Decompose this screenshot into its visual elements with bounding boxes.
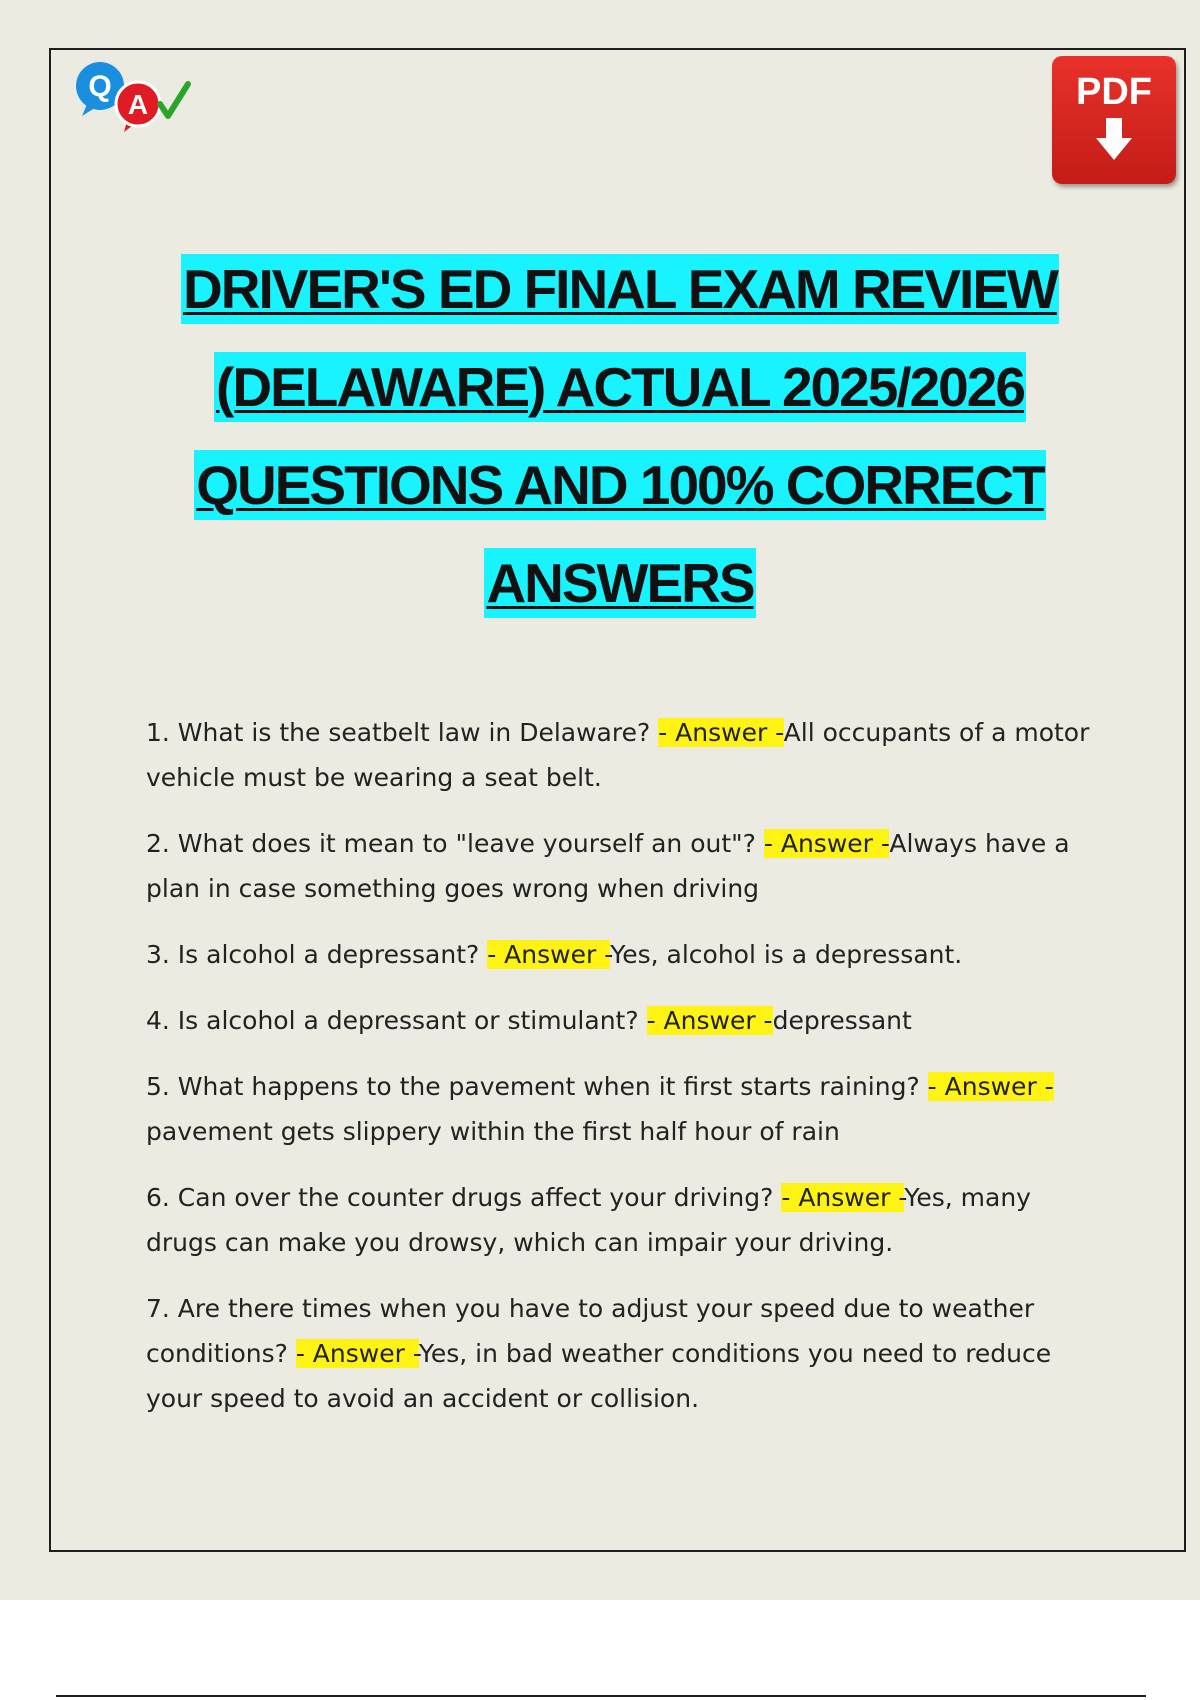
qa-item-1 [146,710,1106,800]
qa-item-5 [146,1064,1106,1154]
qa-item-2 [146,821,1106,911]
answer-tag: - Answer - [927,1072,1054,1101]
answer-tag: - Answer - [487,940,611,969]
question-text: 1. What is the seatbelt law in Delaware? [146,718,659,747]
answer-tag: - Answer - [781,1183,905,1212]
title-line-4: ANSWERS [120,534,1120,632]
answer-tag: - Answer - [646,1006,773,1035]
title-line-1: DRIVER'S ED FINAL EXAM REVIEW [120,240,1120,338]
qa-item-6 [146,1175,1106,1265]
question-text: 4. Is alcohol a depressant or stimulant? [146,1006,647,1035]
answer-text: Yes, many drugs can make you drowsy, which can impair your driving. [146,1183,1031,1257]
qa-check-logo-icon [68,58,198,134]
pdf-label: PDF [1076,71,1152,113]
answer-text: Yes, in bad weather conditions you need to reduce your speed to avoid an accident or collision. [146,1339,1052,1413]
question-text: 5. What happens to the pavement when it first starts raining? [146,1072,928,1101]
pdf-download-button[interactable] [1052,56,1176,184]
qa-item-3 [146,932,1106,977]
question-text: 3. Is alcohol a depressant? [146,940,488,969]
answer-text: depressant [772,1006,912,1035]
answer-tag: - Answer - [295,1339,419,1368]
qa-item-7 [146,1286,1106,1421]
footer-divider [56,1695,1146,1697]
logo-a-letter: A [127,89,149,120]
title-line-2: (DELAWARE) ACTUAL 2025/2026 [120,338,1120,436]
qa-item-4 [146,998,1106,1043]
qa-list [146,710,1106,1442]
answer-tag: - Answer - [763,829,890,858]
document-title [120,240,1120,632]
question-text: 6. Can over the counter drugs affect your driving? [146,1183,782,1212]
answer-text: Yes, alcohol is a depressant. [610,940,963,969]
logo-q-letter: Q [88,70,112,103]
answer-text: Always have a plan in case something goes wrong when driving [146,829,1070,903]
answer-text: pavement gets slippery within the first half hour of rain [146,1117,840,1146]
answer-text: All occupants of a motor vehicle must be wearing a seat belt. [146,718,1090,792]
title-line-3: QUESTIONS AND 100% CORRECT [120,436,1120,534]
answer-tag: - Answer - [658,718,784,747]
question-text: 7. Are there times when you have to adjust your speed due to weather conditions? [146,1294,1035,1368]
download-arrow-icon [1094,118,1134,162]
question-text: 2. What does it mean to "leave yourself an out"? [146,829,764,858]
